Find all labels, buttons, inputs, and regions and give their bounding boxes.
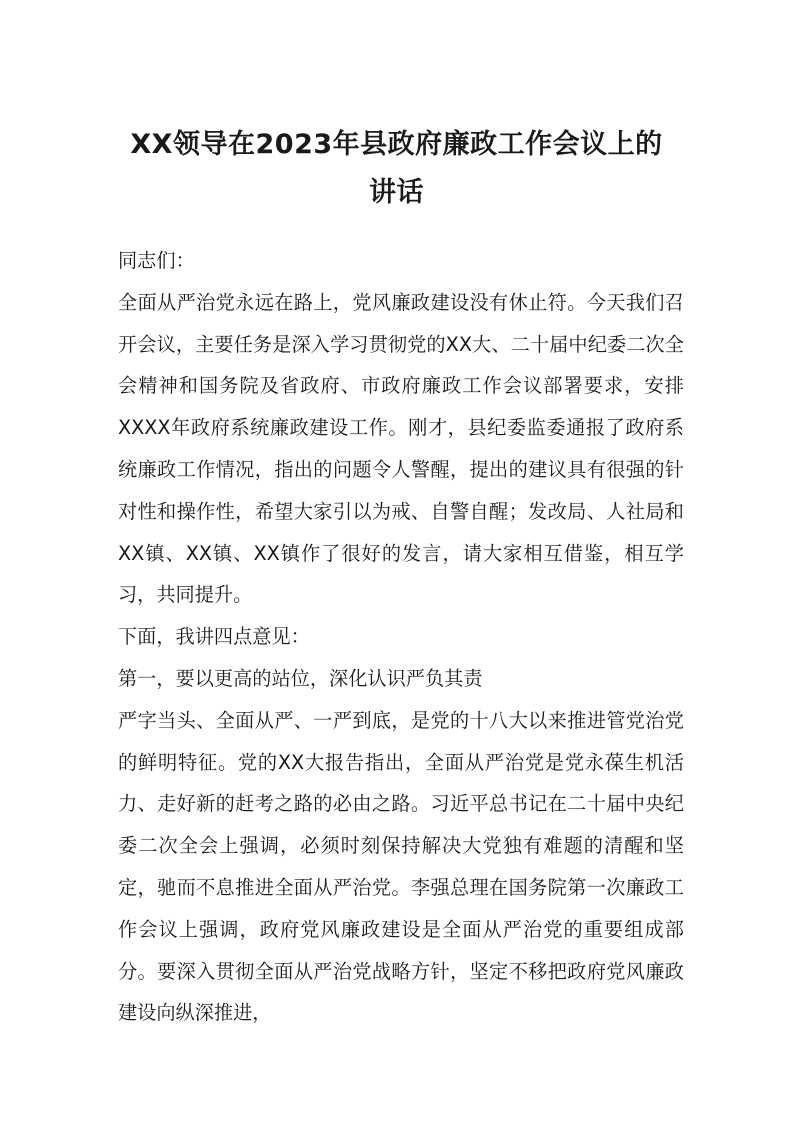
salutation: 同志们： [118, 249, 195, 272]
paragraph-section-1: 严字当头、全面从严、一严到底，是党的十八大以来推进管党治党的鲜明特征。党的XX大报告指出，全面从严治党是党永葆生机活力、走好新的赶考之路的必由之路。习近平总书记在二十届中央纪委二次全会上强调，必须时刻保持解决大党独有难题的清醒和坚定，驰而不息推进全面从严治党。李强总理在国务院第一次廉政工作会议上强调，政府党风廉政建设是全面从严治党的重要组成部分。要深入贯彻全面从严治党战略方针，坚定不移把政府党风廉政建设向纵深推进， [118, 708, 684, 1025]
document-title-line-1: XX领导在2023年县政府廉政工作会议上的 [130, 129, 663, 160]
document-title-line-2: 讲话 [369, 177, 424, 208]
paragraph-transition: 下面，我讲四点意见： [118, 625, 310, 649]
section-heading-1: 第一，要以更高的站位，深化认识严负其责 [118, 666, 483, 690]
paragraph-intro: 全面从严治党永远在路上，党风廉政建设没有休止符。今天我们召开会议，主要任务是深入学习贯彻党的XX大、二十届中纪委二次全会精神和国务院及省政府、市政府廉政工作会议部署要求，安排XXXX年政府系统廉政建设工作。刚才，县纪委监委通报了政府系统廉政工作情况，指出的问题令人警醒，提出的建议具有很强的针对性和操作性，希望大家引以为戒、自警自醒；发改局、人社局和XX镇、XX镇、XX镇作了很好的发言，请大家相互借鉴，相互学习，共同提升。 [118, 290, 684, 607]
document-body [118, 240, 684, 1034]
